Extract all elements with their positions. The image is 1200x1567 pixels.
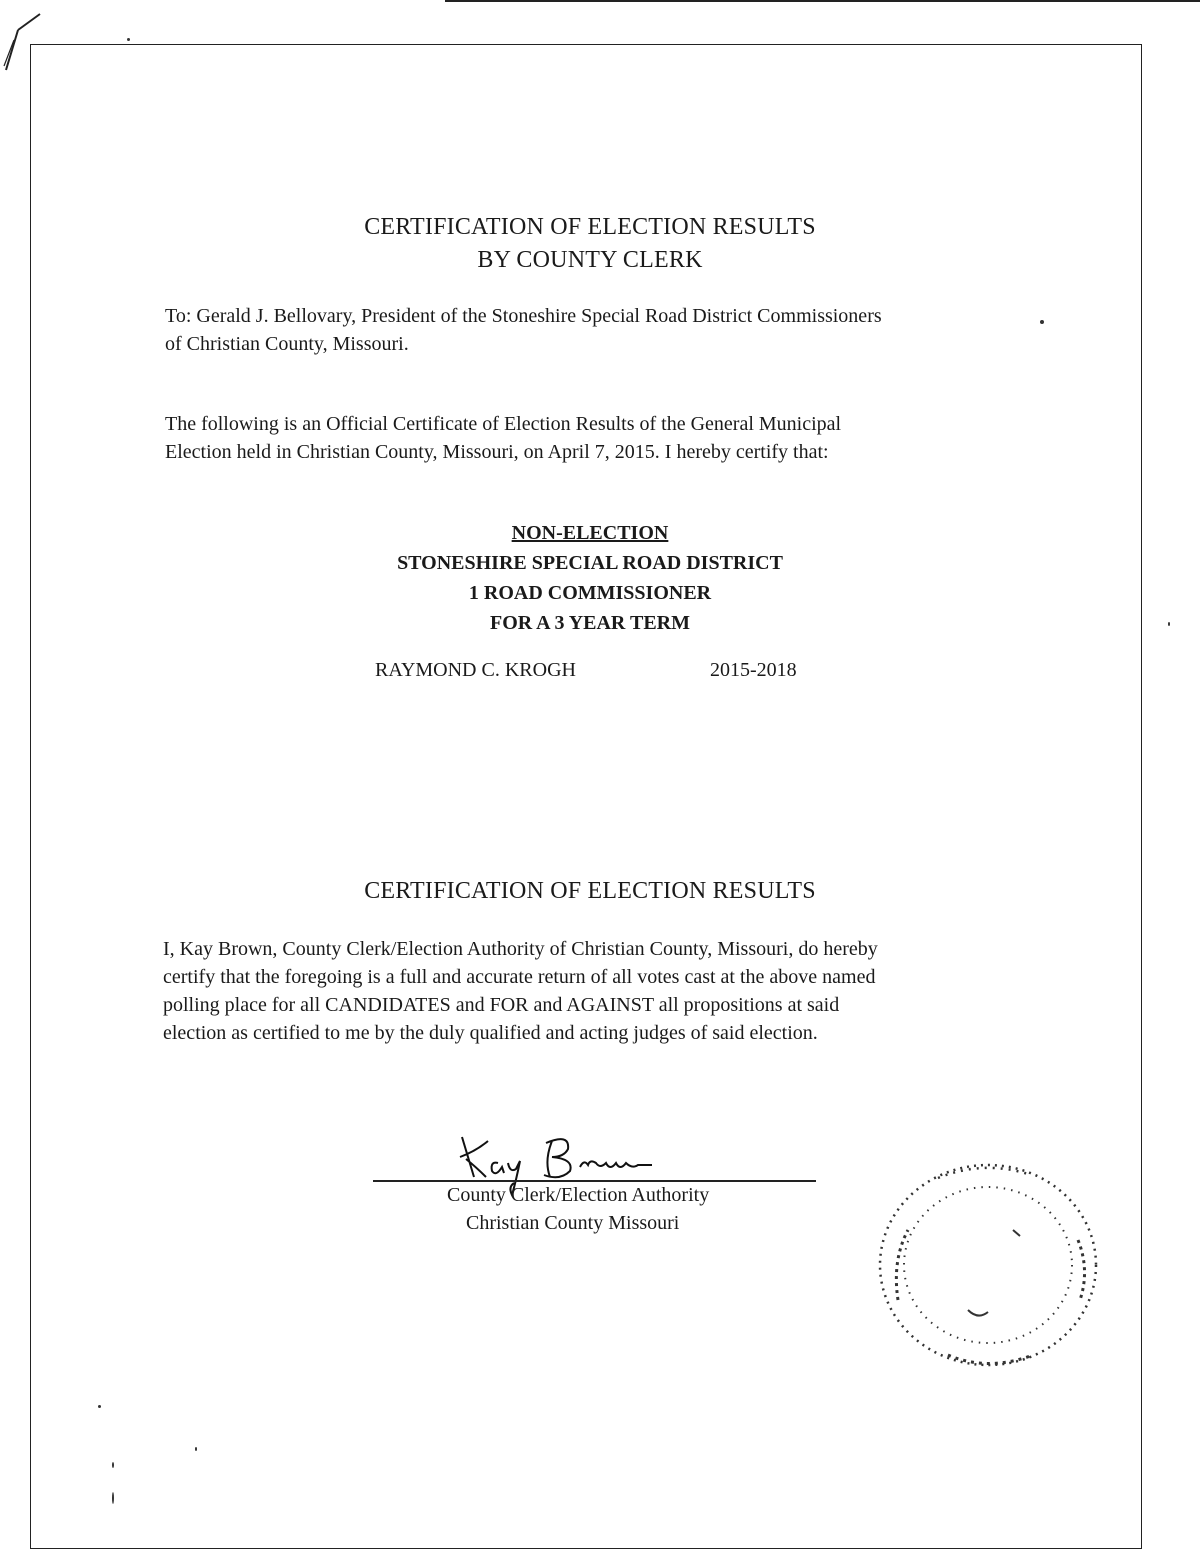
intro-line-2: Election held in Christian County, Missouri, on April 7, 2015. I hereby certify that: — [165, 441, 829, 463]
candidate-name: RAYMOND C. KROGH — [375, 659, 576, 681]
document-title — [290, 211, 890, 277]
addressee-line-1: To: Gerald J. Bellovary, President of the Stoneshire Special Road District Commissioners — [165, 305, 882, 327]
certification-line-2: certify that the foregoing is a full and accurate return of all votes cast at the above named — [163, 966, 876, 988]
certification-title: CERTIFICATION OF ELECTION RESULTS — [364, 878, 816, 904]
intro-paragraph — [165, 410, 1125, 466]
addressee-block — [165, 302, 1125, 358]
signer-title-line-2: Christian County Missouri — [466, 1212, 680, 1234]
election-block — [290, 518, 890, 638]
scan-speck — [127, 38, 130, 41]
scan-speck — [112, 1462, 114, 1468]
scan-speck — [112, 1492, 114, 1504]
election-office: 1 ROAD COMMISSIONER — [468, 582, 712, 604]
election-heading: NON-ELECTION — [511, 522, 669, 544]
title-line-1: CERTIFICATION OF ELECTION RESULTS — [364, 214, 816, 240]
election-term: FOR A 3 YEAR TERM — [489, 612, 691, 634]
scan-speck — [98, 1405, 101, 1408]
top-edge-rule — [445, 0, 1200, 2]
scan-speck — [1168, 622, 1170, 626]
certification-paragraph — [163, 935, 1133, 1047]
certification-line-3: polling place for all CANDIDATES and FOR and AGAINST all propositions at said — [163, 994, 840, 1016]
election-district: STONESHIRE SPECIAL ROAD DISTRICT — [397, 552, 783, 574]
addressee-line-2: of Christian County, Missouri. — [165, 333, 409, 355]
scan-speck — [195, 1447, 197, 1451]
signer-title-line-1: County Clerk/Election Authority — [447, 1184, 710, 1206]
certification-line-4: election as certified to me by the duly qualified and acting judges of said election. — [163, 1022, 818, 1044]
candidate-term: 2015-2018 — [710, 659, 797, 681]
intro-line-1: The following is an Official Certificate of Election Results of the General Municipal — [165, 413, 842, 435]
stray-mark — [1040, 320, 1044, 324]
title-line-2: BY COUNTY CLERK — [477, 247, 703, 273]
county-seal-icon — [868, 1150, 1128, 1390]
certification-line-1: I, Kay Brown, County Clerk/Election Authority of Christian County, Missouri, do hereby — [163, 938, 878, 960]
